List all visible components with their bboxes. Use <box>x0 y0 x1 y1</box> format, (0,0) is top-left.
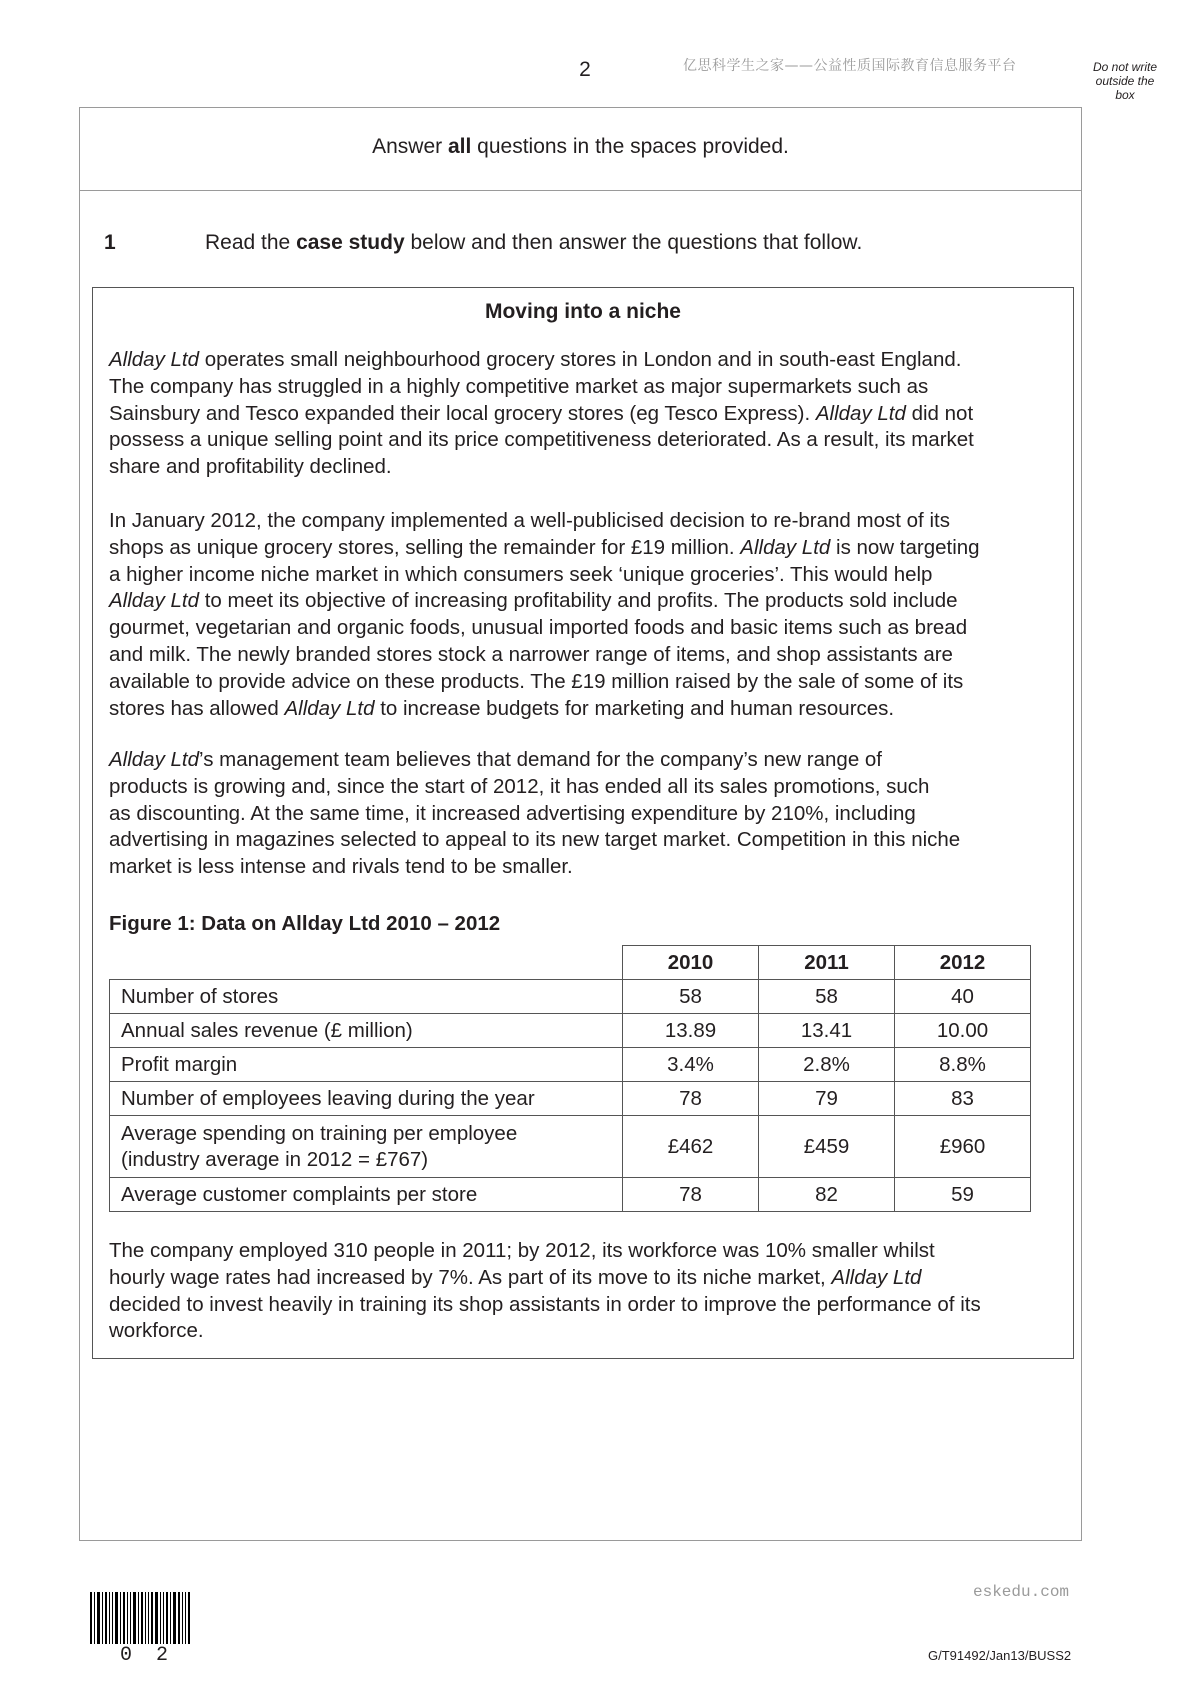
table-row <box>110 1048 1031 1082</box>
cell-value: £459 <box>759 1116 895 1178</box>
cell-value: 8.8% <box>895 1048 1031 1082</box>
row-label: Number of employees leaving during the year <box>110 1082 623 1116</box>
row-label: Average customer complaints per store <box>110 1178 623 1212</box>
row-label: Number of stores <box>110 980 623 1014</box>
cell-value: 58 <box>759 980 895 1014</box>
cell-value: 13.89 <box>623 1014 759 1048</box>
table-row <box>110 980 1031 1014</box>
cell-value: 83 <box>895 1082 1031 1116</box>
row-label: Annual sales revenue (£ million) <box>110 1014 623 1048</box>
table-row <box>110 1082 1031 1116</box>
margin-note: Do not write outside the box <box>1092 60 1158 102</box>
year-header: 2012 <box>895 946 1031 980</box>
barcode-graphic <box>90 1592 200 1644</box>
case-paragraph-1: Allday Ltd operates small neighbourhood grocery stores in London and in south-east England. The company has struggled in a highly competitive market as major supermarkets such as Sainsbury and Tesco expanded their local grocery stores (eg Tesco Express). Allday Ltd did not possess a unique selling point and its price competitiveness deteriorated. As a result, its market share and profitability declined. <box>109 348 974 479</box>
divider <box>79 190 1082 191</box>
page-number: 2 <box>579 58 591 81</box>
case-paragraph-3: Allday Ltd’s management team believes that demand for the company’s new range of products is growing and, since the start of 2012, it has ended all its sales promotions, such as discounting. At the same time, it increased advertising expenditure by 210%, including advertising in magazines selected to appeal to its new target market. Competition in this niche market is less intense and rivals tend to be smaller. <box>109 748 961 879</box>
cell-value: 78 <box>623 1178 759 1212</box>
year-header: 2010 <box>623 946 759 980</box>
table-header-row <box>110 946 1031 980</box>
question-number: 1 <box>104 231 116 254</box>
header-watermark: 亿思科学生之家——公益性质国际教育信息服务平台 <box>683 58 1017 74</box>
cell-value: 78 <box>623 1082 759 1116</box>
cell-value: 79 <box>759 1082 895 1116</box>
cell-value: 3.4% <box>623 1048 759 1082</box>
cell-value: 82 <box>759 1178 895 1212</box>
cell-value: £960 <box>895 1116 1031 1178</box>
cell-value: 2.8% <box>759 1048 895 1082</box>
cell-value: 10.00 <box>895 1014 1031 1048</box>
paper-reference: G/T91492/Jan13/BUSS2 <box>928 1648 1072 1663</box>
case-study-title: Moving into a niche <box>484 300 681 323</box>
question-text: Read the case study below and then answer the questions that follow. <box>205 231 863 254</box>
footer-watermark: eskedu.com <box>973 1583 1070 1601</box>
cell-value: 40 <box>895 980 1031 1014</box>
cell-value: 13.41 <box>759 1014 895 1048</box>
case-paragraph-4: The company employed 310 people in 2011; by 2012, its workforce was 10% smaller whilst hourly wage rates had increased by 7%. As part of its move to its niche market, Allday Ltd decided to invest heavily in training its shop assistants in order to improve the performance of its workforce. <box>109 1239 981 1343</box>
instructions: Answer all questions in the spaces provided. <box>372 135 789 158</box>
data-table <box>109 945 1031 1212</box>
row-label: Average spending on training per employee (industry average in 2012 = £767) <box>110 1116 623 1178</box>
table-row <box>110 1178 1031 1212</box>
cell-value: 59 <box>895 1178 1031 1212</box>
cell-value: 58 <box>623 980 759 1014</box>
table-row <box>110 1014 1031 1048</box>
table-row <box>110 1116 1031 1178</box>
row-label: Profit margin <box>110 1048 623 1082</box>
cell-value: £462 <box>623 1116 759 1178</box>
figure-title: Figure 1: Data on Allday Ltd 2010 – 2012 <box>109 912 501 935</box>
year-header: 2011 <box>759 946 895 980</box>
case-paragraph-2: In January 2012, the company implemented a well-publicised decision to re-brand most of its shops as unique grocery stores, selling the remainder for £19 million. Allday Ltd is now targeting a higher income niche market in which consumers seek ‘unique groceries’. This would help Allday Ltd to meet its objective of increasing profitability and profits. The products sold include gourmet, vegetarian and organic foods, unusual imported foods and basic items such as bread and milk. The newly branded stores stock a narrower range of items, and shop assistants are available to provide advice on these products. The £19 million raised by the sale of some of its stores has allowed Allday Ltd to increase budgets for marketing and human resources. <box>109 509 980 720</box>
barcode-number: 0 2 <box>120 1644 175 1667</box>
